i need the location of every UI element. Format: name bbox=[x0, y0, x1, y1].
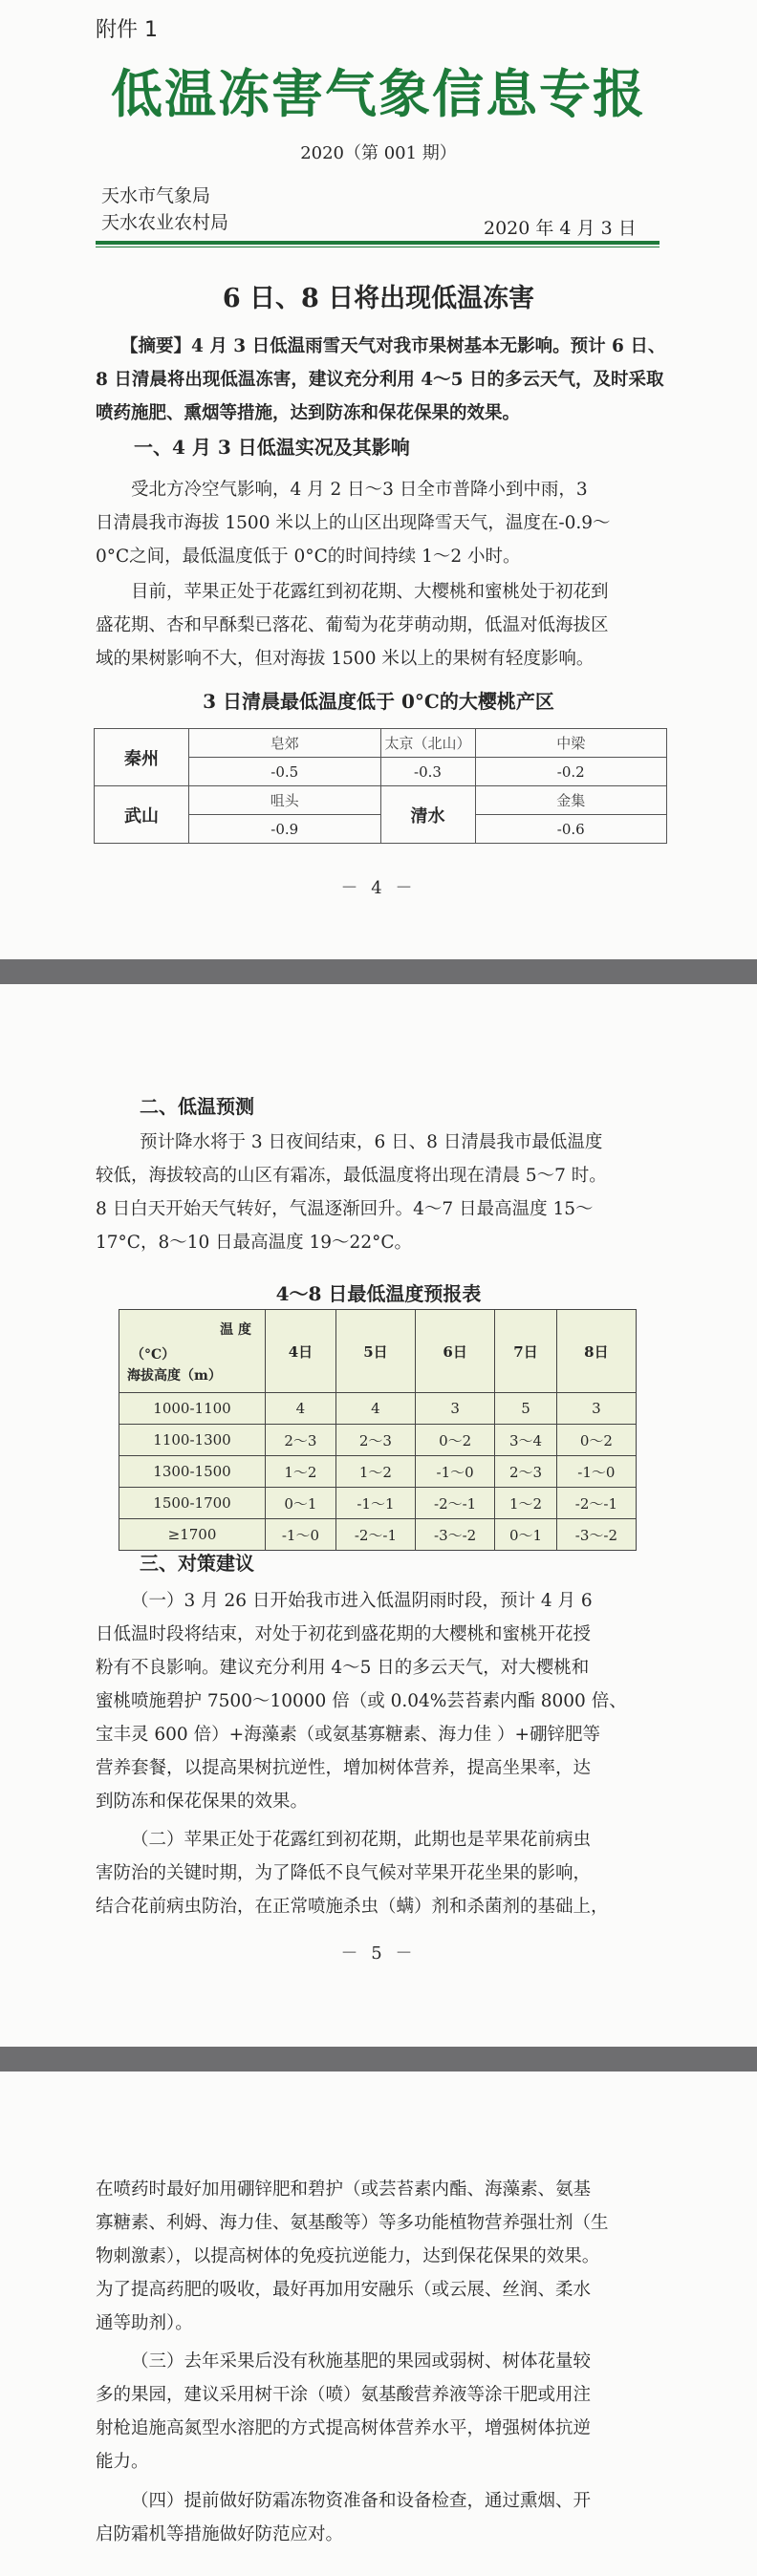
table-row bbox=[119, 1488, 637, 1519]
station-name: 咀头 bbox=[189, 786, 381, 815]
day-header: 4日 bbox=[266, 1310, 336, 1393]
corner-unit-label: （°C） bbox=[131, 1347, 176, 1363]
paragraph-line: 粉有不良影响。建议充分利用 4～5 日的多云天气，对大樱桃和 bbox=[96, 1658, 590, 1678]
issuer-meteorological-bureau: 天水市气象局 bbox=[101, 185, 211, 206]
altitude-cell: 1000-1100 bbox=[119, 1393, 266, 1425]
paragraph-line: 到防冻和保花保果的效果。 bbox=[96, 1792, 309, 1812]
altitude-cell: 1300-1500 bbox=[119, 1456, 266, 1488]
paragraph-line: 为了提高药肥的吸收，最好再加用安融乐（或云展、丝润、柔水 bbox=[96, 2280, 592, 2300]
page-number: － 4 － bbox=[340, 878, 417, 898]
county-cell: 清水 bbox=[380, 786, 475, 844]
temp-cell: 0～2 bbox=[556, 1425, 636, 1456]
issue-number: 2020（第 001 期） bbox=[300, 143, 457, 163]
summary-line: 8 日清晨将出现低温冻害，建议充分利用 4～5 日的多云天气，及时采取 bbox=[96, 370, 664, 390]
station-temp: -0.5 bbox=[189, 758, 381, 786]
temp-cell: 4 bbox=[266, 1393, 336, 1425]
paragraph-line: 营养套餐，以提高果树抗逆性，增加树体营养，提高坐果率，达 bbox=[96, 1758, 592, 1778]
document-title: 6 日、8 日将出现低温冻害 bbox=[222, 284, 535, 313]
temp-cell: -1～0 bbox=[416, 1456, 495, 1488]
station-name: 金集 bbox=[475, 786, 667, 815]
paragraph-measure-3 bbox=[96, 2345, 669, 2479]
corner-altitude-label: 海拔高度（m） bbox=[127, 1368, 222, 1384]
paragraph-line: 能力。 bbox=[96, 2452, 149, 2472]
day-header: 6日 bbox=[416, 1310, 495, 1393]
table-row bbox=[119, 1456, 637, 1488]
altitude-cell: ≥1700 bbox=[119, 1519, 266, 1551]
temp-cell: 4 bbox=[335, 1393, 415, 1425]
station-temp: -0.6 bbox=[475, 815, 667, 844]
altitude-cell: 1100-1300 bbox=[119, 1425, 266, 1456]
paragraph-observation bbox=[96, 473, 669, 573]
page-number: － 5 － bbox=[340, 1943, 417, 1964]
paragraph-line: 害防治的关键时期，为了降低不良气候对苹果开花坐果的影响， bbox=[96, 1863, 592, 1883]
paragraph-measure-2-cont bbox=[96, 2173, 669, 2340]
table2-caption: 4～8 日最低温度预报表 bbox=[275, 1282, 482, 1305]
issuer-agriculture-bureau: 天水农业农村局 bbox=[101, 212, 229, 233]
paragraph-line: 物刺激素），以提高树体的免疫抗逆能力，达到保花保果的效果。 bbox=[96, 2246, 600, 2266]
temp-cell: 1～2 bbox=[266, 1456, 336, 1488]
paragraph-line: 域的果树影响不大，但对海拔 1500 米以上的果树有轻度影响。 bbox=[96, 649, 595, 669]
station-temp: -0.2 bbox=[475, 758, 667, 786]
corner-temp-label: 温 度 bbox=[220, 1322, 251, 1338]
paragraph-line: 17°C，8～10 日最高温度 19～22°C。 bbox=[96, 1233, 413, 1253]
paragraph-line: 目前，苹果正处于花露红到初花期、大樱桃和蜜桃处于初花到 bbox=[131, 582, 609, 602]
temp-cell: -3～-2 bbox=[556, 1519, 636, 1551]
temp-cell: 0～1 bbox=[495, 1519, 557, 1551]
county-cell: 武山 bbox=[95, 786, 189, 844]
temp-cell: -2～-1 bbox=[335, 1519, 415, 1551]
temp-cell: 0～1 bbox=[266, 1488, 336, 1519]
section-heading-2: 二、低温预测 bbox=[140, 1095, 254, 1118]
day-header: 5日 bbox=[335, 1310, 415, 1393]
page-5 bbox=[0, 984, 757, 2047]
temp-cell: -1～1 bbox=[335, 1488, 415, 1519]
paragraph-line: 多的果园，建议采用树干涂（喷）氨基酸营养液等涂干肥或用注 bbox=[96, 2385, 592, 2405]
paragraph-line: （三）去年采果后没有秋施基肥的果园或弱树、树体花量较 bbox=[131, 2351, 592, 2372]
temp-cell: 5 bbox=[495, 1393, 557, 1425]
temp-cell: -3～-2 bbox=[416, 1519, 495, 1551]
paragraph-forecast bbox=[96, 1126, 669, 1259]
page-4 bbox=[0, 0, 757, 959]
paragraph-phenology bbox=[96, 575, 669, 676]
station-temp: -0.9 bbox=[189, 815, 381, 844]
county-cell: 秦州 bbox=[95, 729, 189, 786]
day-header: 8日 bbox=[556, 1310, 636, 1393]
temp-cell: 2～3 bbox=[266, 1425, 336, 1456]
paragraph-measure-1 bbox=[96, 1584, 669, 1818]
day-header: 7日 bbox=[495, 1310, 557, 1393]
paragraph-line: 较低，海拔较高的山区有霜冻，最低温度将出现在清晨 5～7 时。 bbox=[96, 1166, 607, 1186]
station-name: 皂郊 bbox=[189, 729, 381, 758]
altitude-cell: 1500-1700 bbox=[119, 1488, 266, 1519]
paragraph-line: 结合花前病虫防治，在正常喷施杀虫（螨）剂和杀菌剂的基础上， bbox=[96, 1897, 609, 1917]
paragraph-line: （四）提前做好防霜冻物资准备和设备检查，通过熏烟、开 bbox=[131, 2491, 592, 2511]
table-row bbox=[119, 1425, 637, 1456]
paragraph-line: 预计降水将于 3 日夜间结束，6 日、8 日清晨我市最低温度 bbox=[140, 1132, 603, 1152]
paragraph-line: （一）3 月 26 日开始我市进入低温阴雨时段，预计 4 月 6 bbox=[131, 1591, 593, 1611]
temp-cell: 1～2 bbox=[495, 1488, 557, 1519]
cherry-region-table bbox=[94, 728, 667, 844]
table-corner-header bbox=[119, 1310, 266, 1393]
paragraph-line: 宝丰灵 600 倍）+海藻素（或氨基寡糖素、海力佳 ）+硼锌肥等 bbox=[96, 1725, 600, 1745]
summary-line: 【摘要】4 月 3 日低温雨雪天气对我市果树基本无影响。预计 6 日、 bbox=[120, 336, 666, 356]
station-temp: -0.3 bbox=[380, 758, 475, 786]
table1-caption: 3 日清晨最低温度低于 0°C的大樱桃产区 bbox=[203, 690, 554, 713]
section-heading-3: 三、对策建议 bbox=[140, 1552, 254, 1575]
temp-cell: 3～4 bbox=[495, 1425, 557, 1456]
paragraph-line: 射枪追施高氮型水溶肥的方式提高树体营养水平，增强树体抗逆 bbox=[96, 2418, 592, 2438]
paragraph-line: 日清晨我市海拔 1500 米以上的山区出现降雪天气，温度在-0.9～ bbox=[96, 513, 611, 533]
annex-label: 附件 1 bbox=[96, 18, 158, 42]
paragraph-line: 启防霜机等措施做好防范应对。 bbox=[96, 2524, 344, 2544]
temp-cell: 2～3 bbox=[335, 1425, 415, 1456]
temp-cell: -2～-1 bbox=[416, 1488, 495, 1519]
table-row bbox=[119, 1393, 637, 1425]
header-rule bbox=[96, 241, 660, 245]
publish-date: 2020 年 4 月 3 日 bbox=[484, 218, 637, 239]
paragraph-line: 受北方冷空气影响，4 月 2 日～3 日全市普降小到中雨，3 bbox=[131, 480, 588, 500]
page-6 bbox=[0, 2072, 757, 2576]
temp-cell: -1～0 bbox=[556, 1456, 636, 1488]
min-temp-forecast-table bbox=[119, 1309, 637, 1551]
temp-cell: -2～-1 bbox=[556, 1488, 636, 1519]
summary-line: 喷药施肥、熏烟等措施，达到防冻和保花保果的效果。 bbox=[96, 403, 521, 423]
station-name: 太京（北山） bbox=[380, 729, 475, 758]
paragraph-line: 寡糖素、利姆、海力佳、氨基酸等）等多功能植物营养强壮剂（生 bbox=[96, 2213, 609, 2233]
paragraph-measure-4 bbox=[96, 2484, 669, 2551]
paragraph-line: 通等助剂）。 bbox=[96, 2313, 193, 2333]
paragraph-measure-2 bbox=[96, 1823, 669, 1923]
temp-cell: 3 bbox=[416, 1393, 495, 1425]
temp-cell: 2～3 bbox=[495, 1456, 557, 1488]
station-name: 中梁 bbox=[475, 729, 667, 758]
table-row bbox=[119, 1519, 637, 1551]
temp-cell: 3 bbox=[556, 1393, 636, 1425]
paragraph-line: 盛花期、杏和早酥梨已落花、葡萄为花芽萌动期，低温对低海拔区 bbox=[96, 615, 609, 635]
paragraph-line: 0°C之间，最低温度低于 0°C的时间持续 1～2 小时。 bbox=[96, 547, 521, 567]
temp-cell: 0～2 bbox=[416, 1425, 495, 1456]
paragraph-line: 在喷药时最好加用硼锌肥和碧护（或芸苔素内酯、海藻素、氨基 bbox=[96, 2179, 592, 2200]
paragraph-line: （二）苹果正处于花露红到初花期，此期也是苹果花前病虫 bbox=[131, 1830, 592, 1850]
paragraph-line: 8 日白天开始天气转好，气温逐渐回升。4～7 日最高温度 15～ bbox=[96, 1199, 594, 1219]
temp-cell: -1～0 bbox=[266, 1519, 336, 1551]
temp-cell: 1～2 bbox=[335, 1456, 415, 1488]
report-headline: 低温冻害气象信息专报 bbox=[111, 63, 646, 124]
section-heading-1: 一、4 月 3 日低温实况及其影响 bbox=[134, 436, 410, 459]
paragraph-line: 蜜桃喷施碧护 7500～10000 倍（或 0.04%芸苔素内酯 8000 倍、 bbox=[96, 1691, 627, 1711]
paragraph-line: 日低温时段将结束，对处于初花到盛花期的大樱桃和蜜桃开花授 bbox=[96, 1624, 592, 1644]
summary-paragraph bbox=[96, 330, 669, 430]
